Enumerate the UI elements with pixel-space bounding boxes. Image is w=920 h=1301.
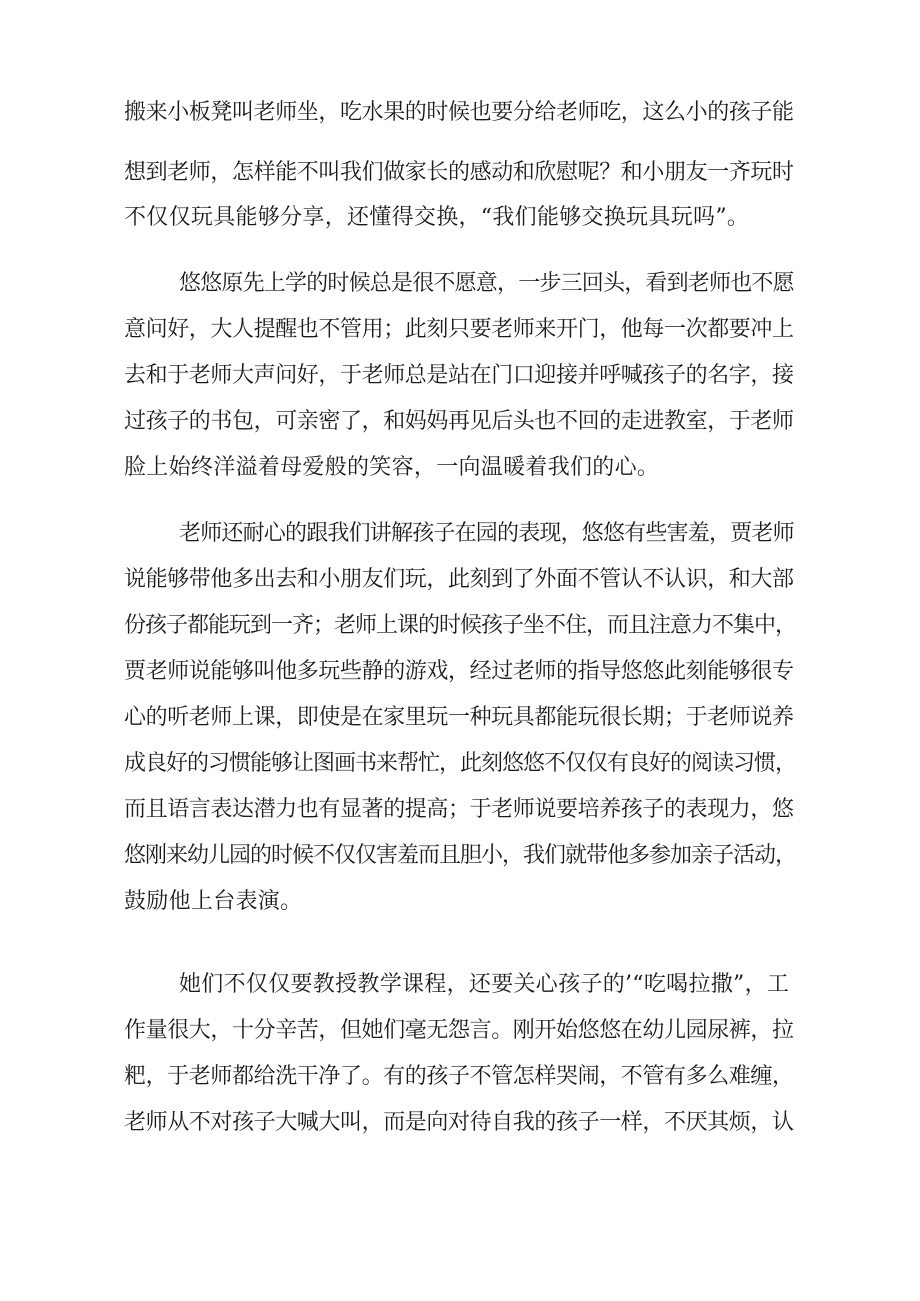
text-line: 老师从不对孩子大喊大叫，而是向对待自我的孩子一样，不厌其烦，认 [124,1110,794,1135]
text-line: 份孩子都能玩到一齐；老师上课的时候孩子坐不住，而且注意力不集中， [124,613,797,638]
text-line: 过孩子的书包，可亲密了，和妈妈再见后头也不回的走进教室，于老师 [124,409,794,434]
text-line: 搬来小板凳叫老师坐，吃水果的时候也要分给老师吃，这么小的孩子能 [124,100,794,125]
text-line: 作量很大，十分辛苦，但她们毫无怨言。刚开始悠悠在幼儿园尿裤，拉 [124,1018,794,1043]
text-line: 悠刚来幼儿园的时候不仅仅害羞而且胆小，我们就带他多参加亲子活动， [124,843,797,868]
text-line: 而且语言表达潜力也有显著的提高；于老师说要培养孩子的表现力，悠 [124,797,794,822]
text-line: 说能够带他多出去和小朋友们玩，此刻到了外面不管认不认识，和大部 [124,567,794,592]
text-line: 老师还耐心的跟我们讲解孩子在园的表现，悠悠有些害羞，贾老师 [179,521,794,546]
text-line: 成良好的习惯能够让图画书来帮忙，此刻悠悠不仅仅有良好的阅读习惯， [124,751,797,776]
text-line: 意问好，大人提醒也不管用；此刻只要老师来开门，他每一次都要冲上 [124,317,794,342]
text-line: 贾老师说能够叫他多玩些静的游戏，经过老师的指导悠悠此刻能够很专 [124,659,794,684]
text-line: 去和于老师大声问好，于老师总是站在门口迎接并呼喊孩子的名字，接 [124,363,794,388]
text-line: 悠悠原先上学的时候总是很不愿意，一步三回头，看到老师也不愿 [179,271,794,296]
text-line: 她们不仅仅要教授教学课程，还要关心孩子的’“吃喝拉撒”，工 [179,972,790,997]
text-line: 粑，于老师都给洗干净了。有的孩子不管怎样哭闹，不管有多么难缠， [124,1064,794,1089]
text-line: 鼓励他上台表演。 [124,889,303,914]
text-line: 心的听老师上课，即使是在家里玩一种玩具都能玩很长期；于老师说养 [124,705,794,730]
text-line: 不仅仅玩具能够分享，还懂得交换，“我们能够交换玩具玩吗”。 [124,205,750,230]
text-line: 想到老师，怎样能不叫我们做家长的感动和欣慰呢？和小朋友一齐玩时 [124,160,794,185]
text-line: 脸上始终洋溢着母爱般的笑容，一向温暖着我们的心。 [124,455,660,480]
